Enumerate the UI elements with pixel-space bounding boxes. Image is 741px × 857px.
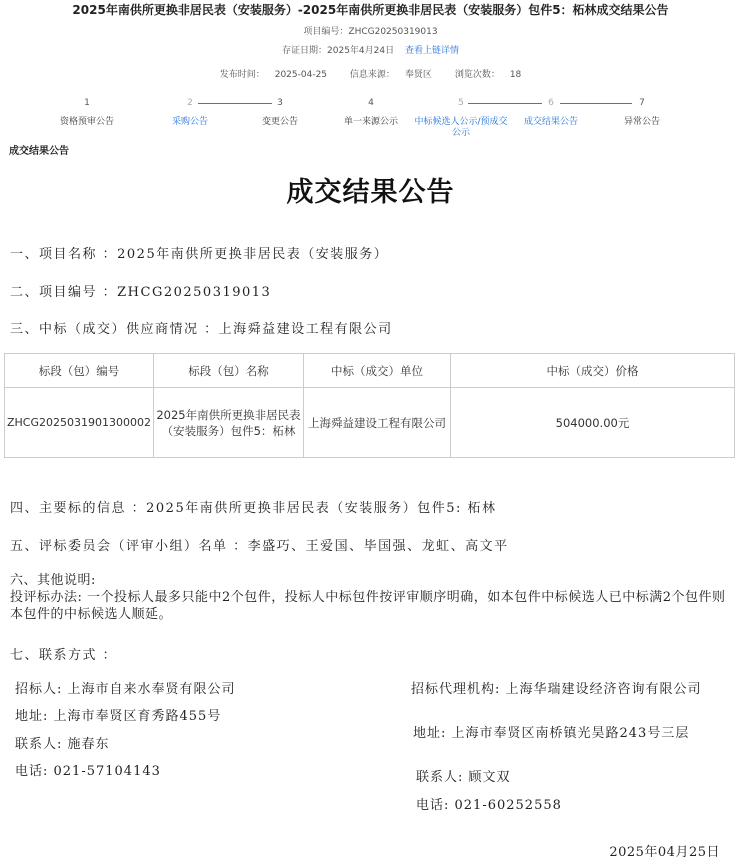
buyer-name: 招标人: 上海市自来水奉贤有限公司: [15, 682, 236, 697]
document-title: 成交结果公告: [286, 177, 455, 208]
publish-info: [0, 67, 741, 80]
publish-time: 发布时间： 2025-04-25: [219, 70, 328, 80]
section-tag: 成交结果公告: [9, 146, 69, 157]
step-procurement[interactable]: 2 采购公告: [171, 98, 208, 127]
process-steps: [0, 96, 741, 146]
buyer-address: 地址: 上海市奉贤区育秀路455号: [15, 709, 222, 724]
committee-list: 五、评标委员会（评审小组）名单 ：李盛巧、王爱国、毕国强、龙虹、高文平: [10, 539, 509, 554]
step-change: 3 变更公告: [261, 98, 298, 127]
buyer-contact-person: 联系人: 施春东: [15, 737, 110, 752]
step-result-announcement[interactable]: 6 成交结果公告: [523, 98, 578, 127]
project-name: 一、项目名称 ：2025年南供所更换非居民表（安装服务）: [10, 247, 389, 262]
agent-phone: 电话: 021-60252558: [416, 798, 562, 813]
page-title: 2025年南供所更换非居民表（安装服务）-2025年南供所更换非居民表（安装服务）包件5：柘林成交结果公告: [72, 3, 669, 17]
project-number: [0, 24, 741, 37]
view-chain-details-link[interactable]: 查看上链详情: [404, 46, 459, 56]
agent-contact-person: 联系人: 顾文双: [416, 770, 511, 785]
table-header-row: [5, 354, 735, 388]
cell-winner: 上海舜益建设工程有限公司: [304, 388, 451, 458]
cell-lot-number: ZHCG2025031901300002: [5, 388, 154, 458]
main-target-info: 四、主要标的信息 ：2025年南供所更换非居民表（安装服务）包件5: 柘林: [10, 501, 497, 516]
other-notes-heading: 六、其他说明:: [10, 573, 96, 588]
cell-price: 504000.00元: [451, 388, 735, 458]
cell-lot-name: 2025年南供所更换非居民表（安装服务）包件5：柘林: [154, 388, 304, 458]
agent-address: 地址: 上海市奉贤区南桥镇光昊路243号三层: [413, 726, 690, 741]
info-source: 信息来源： 奉贤区: [349, 70, 432, 80]
col-price: 中标（成交）价格: [451, 354, 735, 388]
col-lot-number: 标段（包）编号: [5, 354, 154, 388]
step-candidate-publicity[interactable]: 5 中标候选人公示/预成交公示: [414, 98, 508, 138]
other-notes: [10, 572, 735, 623]
contact-heading: 七、联系方式 ：: [10, 648, 118, 663]
project-number-label: 项目编号：: [303, 27, 349, 37]
agent-name: 招标代理机构: 上海华瑞建设经济咨询有限公司: [411, 682, 702, 697]
col-winner: 中标（成交）单位: [304, 354, 451, 388]
col-lot-name: 标段（包）名称: [154, 354, 304, 388]
step-prequalification: 1 资格预审公告: [59, 98, 114, 127]
result-table: [4, 353, 735, 458]
buyer-phone: 电话: 021-57104143: [15, 764, 161, 779]
archive-info: [0, 43, 741, 56]
announcement-date: 2025年04月25日: [609, 845, 720, 857]
other-notes-body: 投评标办法: 一个投标人最多只能中2个包件，投标人中标包件按评审顺序明确，如本包件中标候选人已中标满2个包件则本包件的中标候选人顺延。: [10, 590, 726, 622]
archive-date-label: 存证日期：: [282, 46, 328, 56]
step-single-source: 4 单一来源公示: [343, 98, 398, 127]
project-code: 二、项目编号 ：ZHCG20250319013: [10, 285, 272, 300]
table-row: [5, 388, 735, 458]
view-count: 浏览次数： 18: [454, 70, 522, 80]
project-number-value: ZHCG20250319013: [348, 27, 438, 37]
archive-date-value: 2025年4月24日: [327, 46, 395, 56]
step-abnormal: 7 异常公告: [623, 98, 660, 127]
supplier-info: 三、中标（成交）供应商情况 ：上海舜益建设工程有限公司: [10, 322, 393, 337]
